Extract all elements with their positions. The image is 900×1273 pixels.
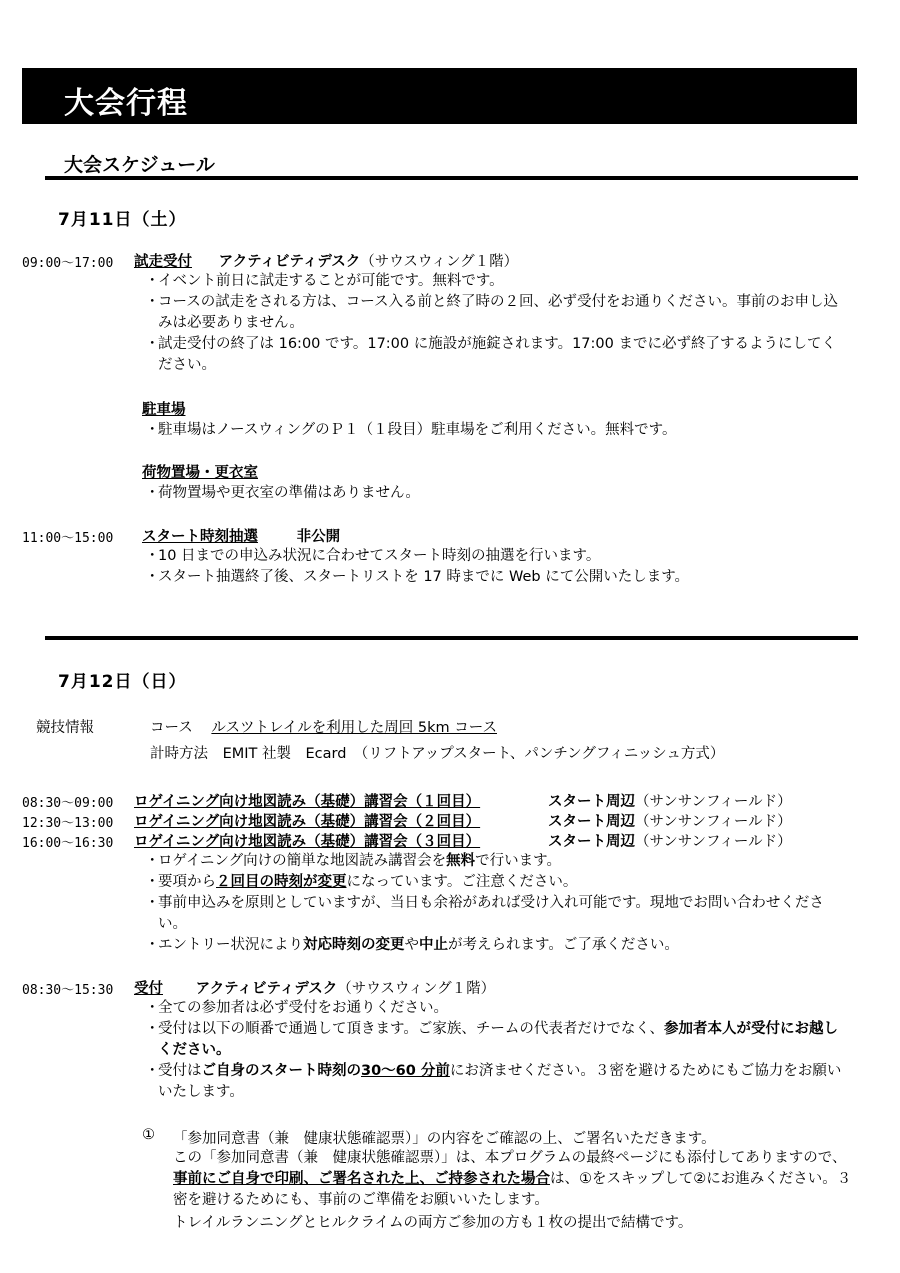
day1-date: 7月11日（土） [58,210,187,230]
trial-place-note: （サウスウィング１階） [360,254,519,270]
page-title: 大会行程 [64,86,188,121]
reception-place: アクティビティデスク [195,981,338,997]
list-item: ・ 受付はご自身のスタート時刻の30～60 分前にお済ませください。３密を避けるためにもご協力をお願いいたします。 [145,1063,842,1100]
list-item: ・ 受付は以下の順番で通過して頂きます。ご家族、チームの代表者だけでなく、参加者本人が受付にお越しください。 [145,1021,839,1058]
parking-label: 駐車場 [142,402,186,418]
list-item: ・ 要項から２回目の時刻が変更になっています。ご注意ください。 [145,874,578,890]
course-value: ルスツトレイルを利用した周回 5km コース [211,720,497,736]
timing-label: 計時方法 [150,746,208,762]
lecture-time: 08:30～09:00 [22,796,114,811]
section-rule [45,176,858,180]
step1-line-last: トレイルランニングとヒルクライムの両方ご参加の方も１枚の提出で結構です。 [173,1215,693,1231]
list-item: ・ スタート抽選終了後、スタートリストを 17 時までに Web にて公開いたします。 [145,569,690,585]
lecture-title: ロゲイニング向け地図読み（基礎）講習会（１回目） [134,794,481,810]
list-item: ・ コースの試走をされる方は、コース入る前と終了時の２回、必ず受付をお通りください。事前のお申し込みは必要ありません。 [145,294,839,331]
lecture-place: スタート周辺（サンサンフィールド） [548,814,792,830]
list-item: ・ エントリー状況により対応時刻の変更や中止が考えられます。ご了承ください。 [145,937,679,953]
course-label: コース [150,720,193,736]
trial-heading [134,250,518,271]
lecture-place: スタート周辺（サンサンフィールド） [548,834,792,850]
draw-label: スタート時刻抽選 [142,529,258,545]
list-item: ・ 試走受付の終了は 16:00 です。17:00 に施設が施錠されます。17:00 までに必ず終了するようにしてください。 [145,336,836,373]
timing-row [150,742,724,763]
reception-place-note: （サウスウィング１階） [337,981,496,997]
lecture-time: 16:00～16:30 [22,836,114,851]
info-label: 競技情報 [36,720,94,736]
trial-label: 試走受付 [134,254,192,270]
section-title: 大会スケジュール [64,154,215,176]
reception-label: 受付 [134,981,163,997]
step1-number: ① [142,1127,155,1143]
list-item: ・ ロゲイニング向けの簡単な地図読み講習会を無料で行います。 [145,853,561,869]
lecture-time: 12:30～13:00 [22,816,114,831]
draw-time: 11:00～15:00 [22,531,114,546]
luggage-label: 荷物置場・更衣室 [142,465,258,481]
lecture-title: ロゲイニング向け地図読み（基礎）講習会（３回目） [134,834,481,850]
list-item: ・ 事前申込みを原則としていますが、当日も余裕があれば受け入れ可能です。現地でお問い合わせください。 [145,895,824,932]
draw-heading [142,525,340,546]
lecture-title: ロゲイニング向け地図読み（基礎）講習会（２回目） [134,814,481,830]
course-row [150,716,497,737]
step1-paragraph: この「参加同意書（兼 健康状態確認票）」は、本プログラムの最終ページにも添付してありますので、事前にご自身で印刷、ご署名された上、ご持参された場合は、①をスキップして②にお進みください。３密を避けるためにも、事前のご準備をお願いいたします。 [173,1150,852,1208]
day-divider [45,636,858,640]
reception-heading [134,977,495,998]
trial-place: アクティビティデスク [218,254,361,270]
lecture-place: スタート周辺（サンサンフィールド） [548,794,792,810]
draw-status: 非公開 [296,529,341,545]
trial-time: 09:00～17:00 [22,256,114,271]
reception-time: 08:30～15:30 [22,983,114,998]
step1-line1: 「参加同意書（兼 健康状態確認票）」の内容をご確認の上、ご署名いただきます。 [173,1131,716,1147]
list-item: ・ イベント前日に試走することが可能です。無料です。 [145,273,504,289]
list-item: ・ 10 日までの申込み状況に合わせてスタート時刻の抽選を行います。 [145,548,601,564]
list-item: ・ 荷物置場や更衣室の準備はありません。 [145,485,420,501]
timing-value: EMIT 社製 Ecard （リフトアップスタート、パンチングフィニッシュ方式） [222,746,725,762]
title-banner [22,68,857,124]
list-item: ・ 駐車場はノースウィングのＰ１（１段目）駐車場をご利用ください。無料です。 [145,422,677,438]
day2-date: 7月12日（日） [58,672,187,692]
list-item: ・ 全ての参加者は必ず受付をお通りください。 [145,1000,448,1016]
